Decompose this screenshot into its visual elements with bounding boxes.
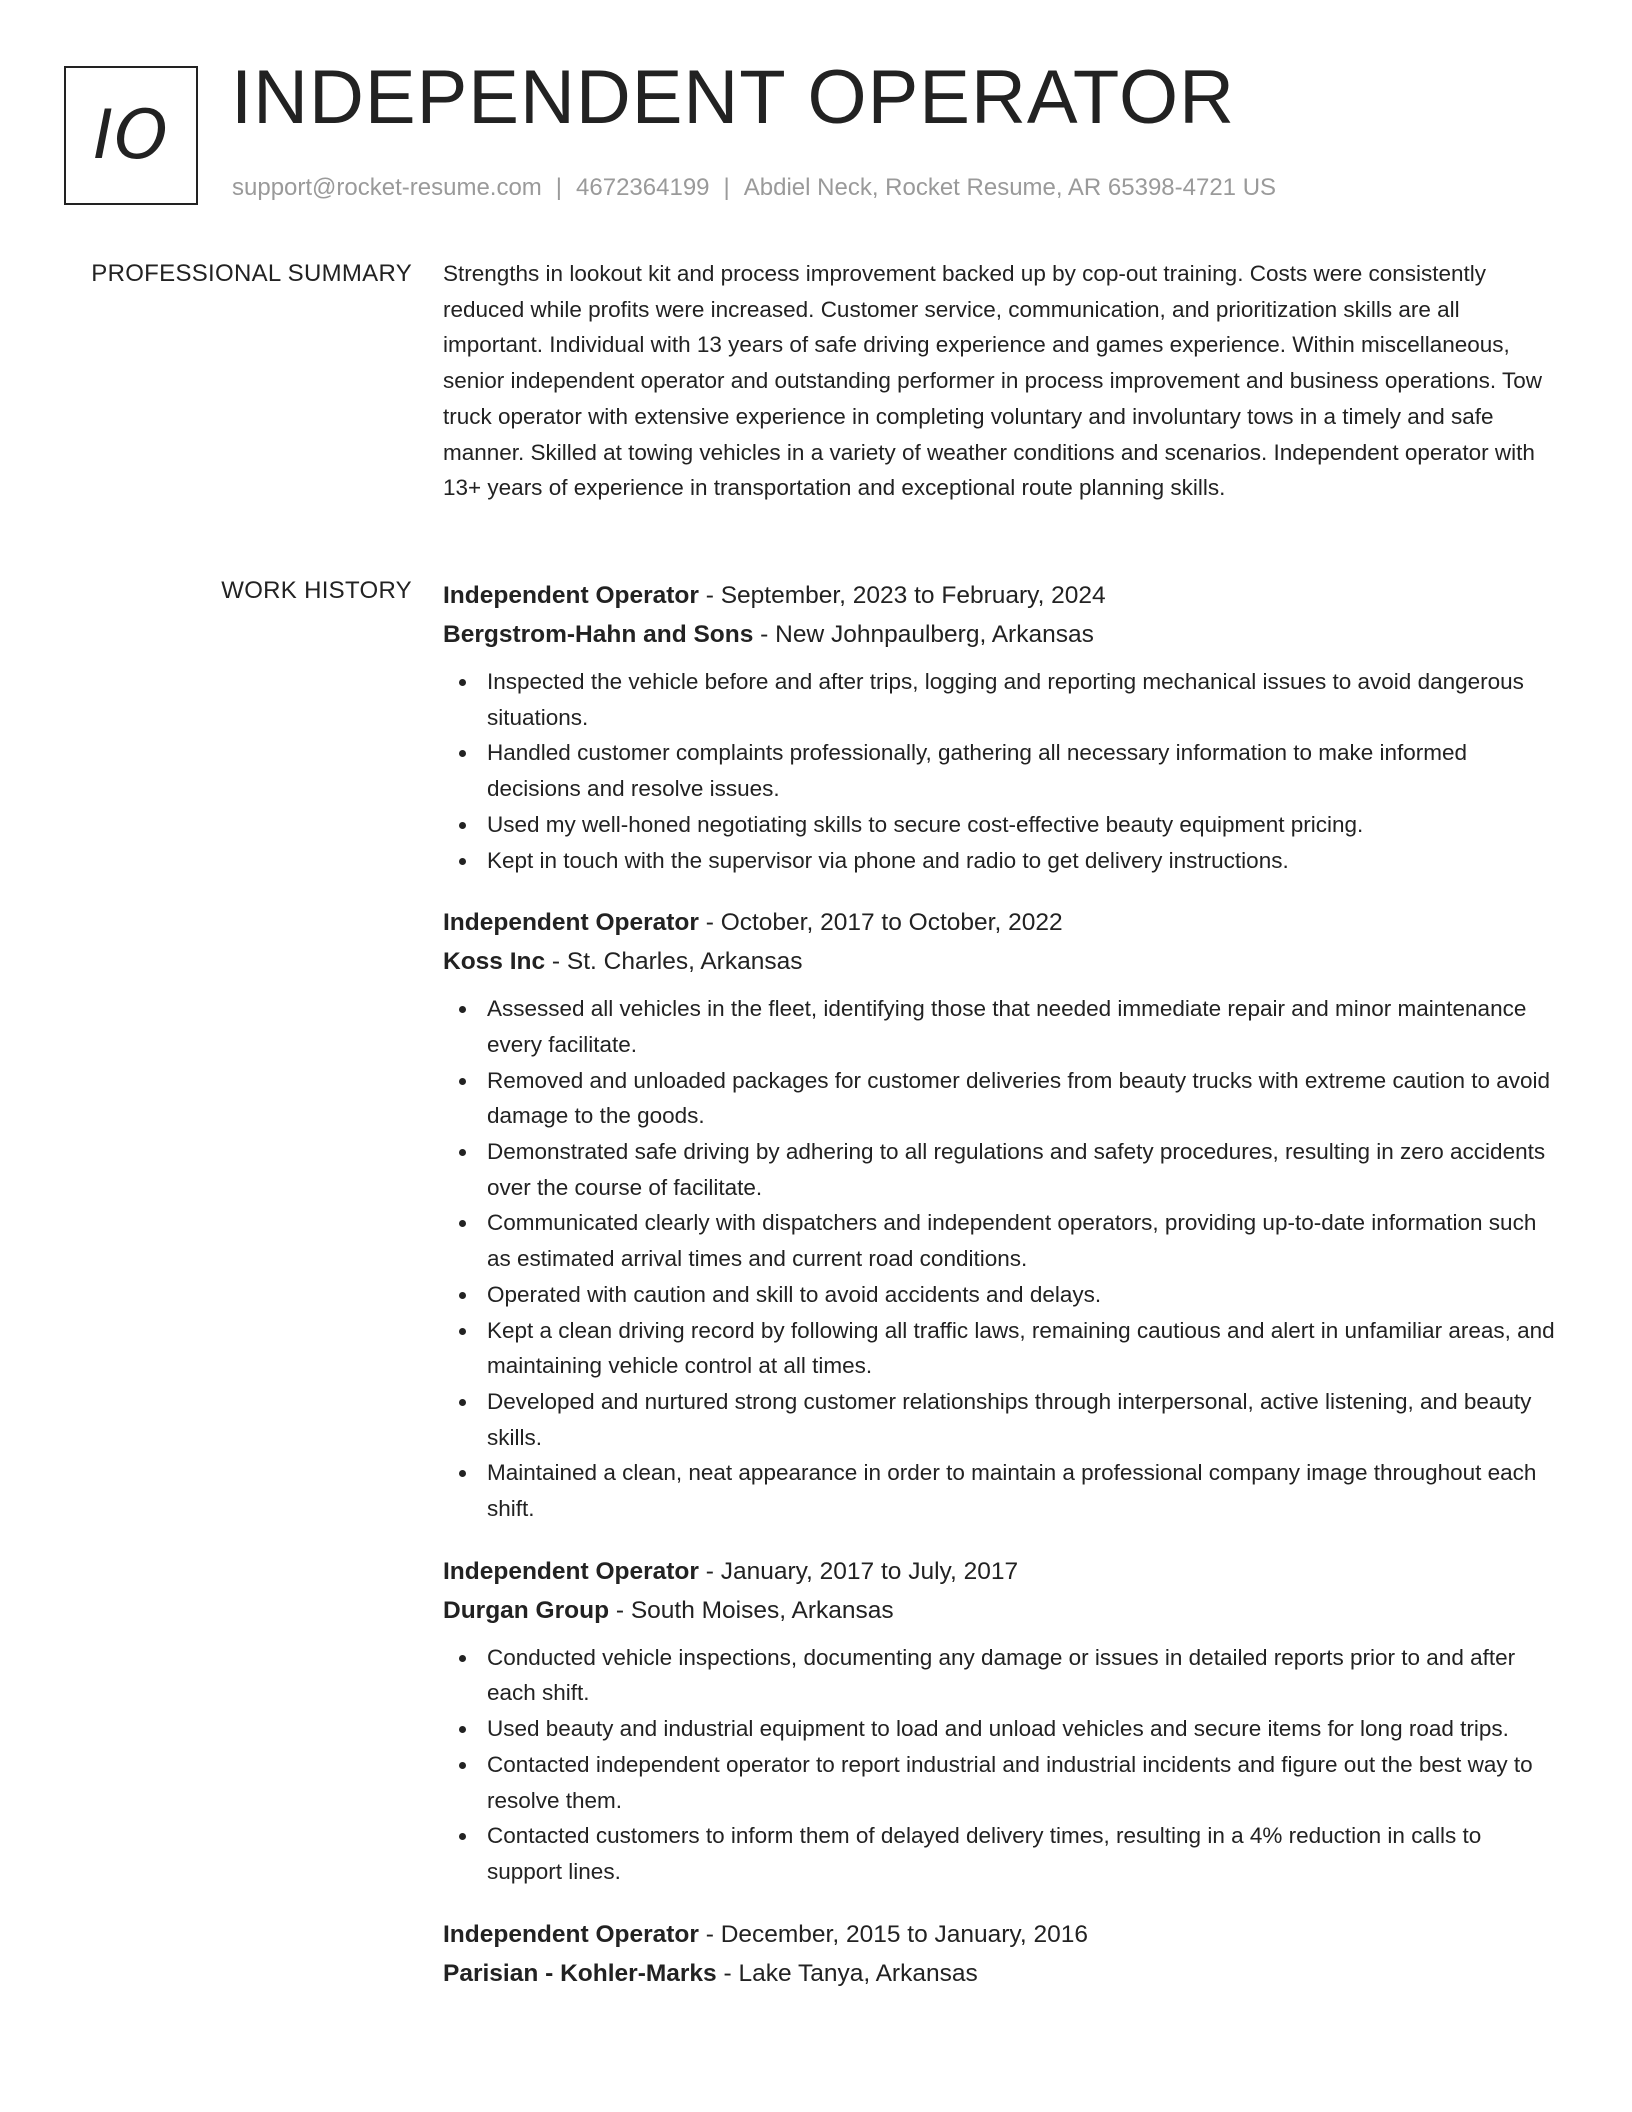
job-bullet: Handled customer complaints professionally, gathering all necessary information to make informed decisions and resolve issues. (487, 735, 1555, 806)
job-company-line (443, 1954, 1555, 1993)
job-bullet: Conducted vehicle inspections, documenting any damage or issues in detailed reports prior to and after each shift. (487, 1640, 1555, 1711)
job-bullet: Removed and unloaded packages for customer deliveries from beauty trucks with extreme caution to avoid damage to the goods. (487, 1063, 1555, 1134)
work-history-title: WORK HISTORY (221, 577, 412, 604)
job-bullet: Assessed all vehicles in the fleet, identifying those that needed immediate repair and minor maintenance every facilitate. (487, 991, 1555, 1062)
job-role-line (443, 903, 1555, 942)
job-bullet: Operated with caution and skill to avoid accidents and delays. (487, 1277, 1555, 1313)
job-bullet: Demonstrated safe driving by adhering to all regulations and safety procedures, resulting in zero accidents over the course of facilitate. (487, 1134, 1555, 1205)
job-company-line (443, 942, 1555, 981)
job-company: Koss Inc (443, 948, 546, 976)
job-location: - St. Charles, Arkansas (545, 948, 803, 976)
contact-line (232, 176, 1276, 200)
candidate-name: INDEPENDENT OPERATOR (231, 55, 1235, 140)
job-dates: - October, 2017 to October, 2022 (698, 909, 1063, 937)
job-location: - Lake Tanya, Arkansas (716, 1959, 978, 1987)
job-bullet-list (443, 664, 1555, 878)
job-bullet: Used my well-honed negotiating skills to secure cost-effective beauty equipment pricing. (487, 807, 1555, 843)
job-location: - New Johnpaulberg, Arkansas (753, 621, 1094, 648)
job-role: Independent Operator (443, 1557, 699, 1585)
job-company: Durgan Group (443, 1596, 610, 1624)
job-bullet: Developed and nurtured strong customer relationships through interpersonal, active listening, and beauty skills. (487, 1384, 1555, 1455)
summary-body (443, 259, 1555, 506)
job-role-line (443, 1552, 1555, 1591)
contact-address: Abdiel Neck, Rocket Resume, AR 65398-4721 US (743, 174, 1277, 201)
job-entry (443, 1552, 1555, 1890)
job-bullet: Contacted customers to inform them of delayed delivery times, resulting in a 4% reduction in calls to support lines. (487, 1818, 1555, 1889)
monogram-text: IO (93, 96, 169, 175)
work-history-body (443, 576, 1555, 2018)
contact-email: support@rocket-resume.com (232, 174, 542, 201)
job-entry (443, 1915, 1555, 1993)
job-dates: - December, 2015 to January, 2016 (698, 1920, 1088, 1948)
job-bullet: Communicated clearly with dispatchers and independent operators, providing up-to-date information such as estimated arrival times and current road conditions. (487, 1205, 1555, 1276)
job-bullet: Used beauty and industrial equipment to load and unload vehicles and secure items for long road trips. (487, 1711, 1555, 1747)
summary-title: PROFESSIONAL SUMMARY (91, 260, 412, 287)
job-role: Independent Operator (443, 1920, 699, 1948)
job-bullet: Contacted independent operator to report industrial and industrial incidents and figure out the best way to resolve them. (487, 1747, 1555, 1818)
contact-phone: 4672364199 (576, 174, 710, 201)
job-bullet: Kept in touch with the supervisor via phone and radio to get delivery instructions. (487, 843, 1555, 879)
job-bullet: Maintained a clean, neat appearance in order to maintain a professional company image throughout each shift. (487, 1455, 1555, 1526)
job-bullet-list (443, 1640, 1555, 1890)
job-bullet-list (443, 991, 1555, 1527)
job-bullet: Inspected the vehicle before and after trips, logging and reporting mechanical issues to avoid dangerous situations. (487, 664, 1555, 735)
summary-text: Strengths in lookout kit and process improvement backed up by cop-out training. Costs were consistently reduced while profits were increased. Customer service, communication, and prioritization skills are all important. Individual with 13 years of safe driving experience and games experience. Within miscellaneous, senior independent operator and outstanding performer in process improvement and business operations. Tow truck operator with extensive experience in completing voluntary and involuntary tows in a timely and safe manner. Skilled at towing vehicles in a variety of weather conditions and scenarios. Independent operator with 13+ years of experience in transportation and exceptional route planning skills. (443, 261, 1542, 501)
job-dates: - September, 2023 to February, 2024 (698, 582, 1106, 609)
job-role-line (443, 1915, 1555, 1954)
job-company-line (443, 1591, 1555, 1630)
job-location: - South Moises, Arkansas (609, 1596, 894, 1624)
contact-separator: | (555, 174, 563, 201)
contact-separator: | (723, 174, 730, 201)
job-role-line (443, 576, 1555, 615)
job-bullet: Kept a clean driving record by following all traffic laws, remaining cautious and alert in unfamiliar areas, and maintaining vehicle control at all times. (487, 1313, 1555, 1384)
monogram-badge (64, 66, 198, 205)
job-entry (443, 903, 1555, 1527)
job-company: Bergstrom-Hahn and Sons (443, 621, 754, 648)
job-entry (443, 576, 1555, 878)
job-dates: - January, 2017 to July, 2017 (698, 1557, 1019, 1585)
job-company-line (443, 615, 1555, 654)
job-role: Independent Operator (443, 582, 699, 609)
job-role: Independent Operator (443, 909, 699, 937)
job-company: Parisian - Kohler-Marks (443, 1959, 717, 1987)
